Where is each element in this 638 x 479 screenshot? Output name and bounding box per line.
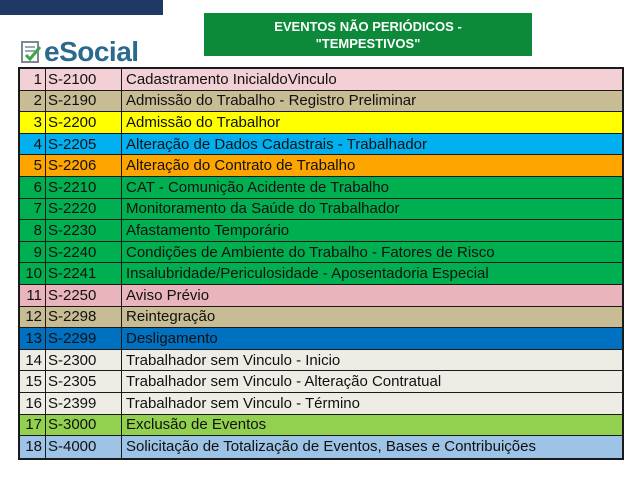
row-number: 7 [20,199,46,220]
page-title: EVENTOS NÃO PERIÓDICOS - "TEMPESTIVOS" [204,13,532,56]
row-number: 17 [20,415,46,436]
event-description: Trabalhador sem Vinculo - Inicio [126,351,341,369]
row-number: 5 [20,155,46,176]
table-row [20,328,622,350]
event-description: Alteração do Contrato de Trabalho [126,157,356,175]
event-code: S-2305 [46,371,122,392]
event-code: S-2190 [46,91,122,112]
table-row [20,307,622,329]
row-number: 4 [20,134,46,155]
table-row [20,220,622,242]
row-number: 1 [20,69,46,90]
event-description: Cadastramento InicialdoVinculo [126,70,337,88]
event-code: S-2240 [46,242,122,263]
event-code: S-2100 [46,69,122,90]
table-row [20,112,622,134]
event-code: S-2399 [46,393,122,414]
event-description: Admissão do Trabalhor [126,113,281,131]
event-description: Aviso Prévio [126,286,210,304]
top-accent-bar [0,0,163,15]
event-description: Condições de Ambiente do Trabalho - Fatores de Risco [126,243,495,261]
table-row [20,134,622,156]
event-description: Solicitação de Totalização de Eventos, Bases e Contribuições [126,438,536,456]
event-code: S-2200 [46,112,122,133]
event-code: S-4000 [46,436,122,458]
row-number: 10 [20,263,46,284]
event-description: CAT - Comunição Acidente de Trabalho [126,178,389,196]
table-row [20,177,622,199]
table-row [20,393,622,415]
event-code: S-2206 [46,155,122,176]
table-row [20,285,622,307]
row-number: 16 [20,393,46,414]
event-description: Admissão do Trabalho - Registro Preliminar [126,92,417,110]
event-description: Alteração de Dados Cadastrais - Trabalhador [126,135,427,153]
row-number: 3 [20,112,46,133]
event-description: Trabalhador sem Vinculo - Término [126,394,360,412]
event-description: Trabalhador sem Vinculo - Alteração Contratual [126,373,442,391]
table-row [20,242,622,264]
event-description: Afastamento Temporário [126,221,290,239]
table-row [20,91,622,113]
event-code: S-3000 [46,415,122,436]
table-row [20,199,622,221]
table-row [20,436,622,458]
event-description: Exclusão de Eventos [126,416,267,434]
event-description: Desligamento [126,329,218,347]
event-code: S-2220 [46,199,122,220]
events-table [18,67,624,460]
event-description: Monitoramento da Saúde do Trabalhador [126,200,400,218]
row-number: 12 [20,307,46,328]
esocial-logo [20,36,139,68]
event-code: S-2300 [46,350,122,371]
row-number: 9 [20,242,46,263]
row-number: 14 [20,350,46,371]
row-number: 11 [20,285,46,306]
row-number: 6 [20,177,46,198]
event-code: S-2298 [46,307,122,328]
row-number: 13 [20,328,46,349]
row-number: 2 [20,91,46,112]
table-row [20,371,622,393]
row-number: 15 [20,371,46,392]
table-row [20,350,622,372]
row-number: 8 [20,220,46,241]
event-code: S-2250 [46,285,122,306]
event-description: Insalubridade/Periculosidade - Aposentadoria Especial [126,265,489,283]
table-row [20,155,622,177]
event-code: S-2241 [46,263,122,284]
table-row [20,69,622,91]
event-description: Reintegração [126,308,216,326]
event-code: S-2205 [46,134,122,155]
event-code: S-2230 [46,220,122,241]
event-code: S-2210 [46,177,122,198]
logo-text: eSocial [44,36,139,67]
document-check-icon [20,40,42,64]
table-row [20,263,622,285]
table-row [20,415,622,437]
event-code: S-2299 [46,328,122,349]
row-number: 18 [20,436,46,458]
